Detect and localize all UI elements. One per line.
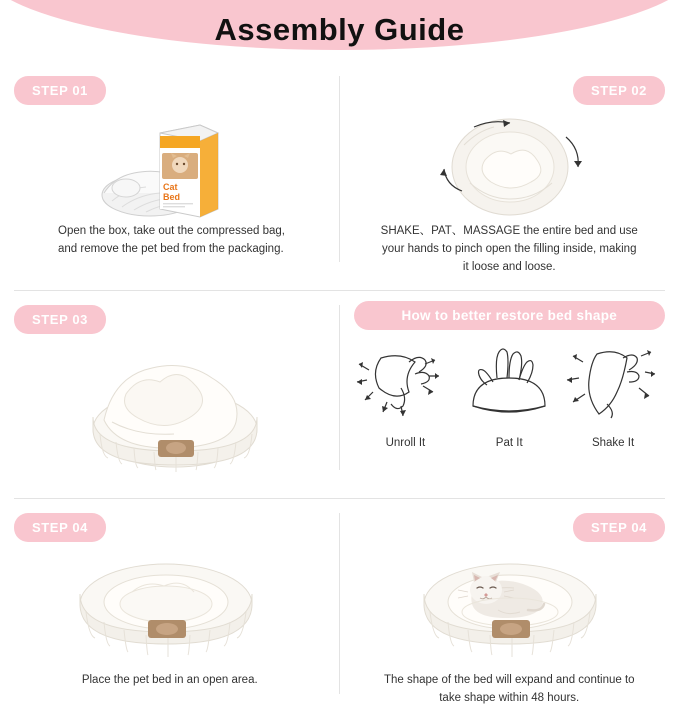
step-card-02 — [340, 62, 679, 276]
step-04-left-illustration — [0, 542, 340, 672]
step-02-illustration — [340, 105, 679, 223]
step-card-03 — [0, 291, 340, 484]
step-04-right-badge-wrap — [340, 499, 679, 542]
unroll-hands-icon — [355, 340, 455, 426]
guide-row-1 — [0, 62, 679, 276]
pat-hands-icon — [459, 340, 559, 426]
howto-label-unroll: Unroll It — [355, 437, 455, 449]
howto-panel — [340, 291, 679, 484]
product-box-icon — [160, 125, 218, 217]
step-01-illustration — [0, 105, 340, 223]
step-card-04-right — [340, 499, 679, 708]
step-01-badge: STEP 01 — [14, 76, 106, 105]
step-04-right-badge: STEP 04 — [573, 513, 665, 542]
howto-label-pat: Pat It — [459, 437, 559, 449]
bed-partially-expanded-icon — [93, 366, 257, 472]
step-04-right-illustration — [340, 542, 679, 672]
step-04-left-badge-wrap — [0, 499, 340, 542]
box-label-bed: Bed — [163, 192, 180, 202]
step-03-illustration — [0, 334, 340, 484]
howto-item-pat — [459, 340, 559, 449]
guide-row-2 — [0, 291, 679, 484]
box-label-cat: Cat — [163, 182, 178, 192]
page-header — [0, 0, 679, 62]
round-bed-top-view-icon — [452, 119, 568, 215]
step-03-badge-wrap — [0, 291, 340, 334]
step-card-04-left — [0, 499, 340, 708]
step-04-right-caption: The shape of the bed will expand and continue to take shape within 48 hours. — [340, 672, 679, 708]
bed-fully-expanded-icon — [80, 564, 252, 657]
howto-item-shake — [563, 340, 663, 449]
step-04-left-badge: STEP 04 — [14, 513, 106, 542]
howto-label-shake: Shake It — [563, 437, 663, 449]
step-02-badge-wrap — [340, 62, 679, 105]
step-02-badge: STEP 02 — [573, 76, 665, 105]
guide-grid — [0, 62, 679, 708]
howto-title: How to better restore bed shape — [354, 301, 666, 330]
step-03-badge: STEP 03 — [14, 305, 106, 334]
bed-with-cat-icon — [424, 564, 596, 657]
howto-items — [340, 340, 679, 449]
shake-hands-icon — [563, 340, 663, 426]
step-card-01 — [0, 62, 340, 276]
step-01-badge-wrap — [0, 62, 340, 105]
step-01-caption: Open the box, take out the compressed bag, and remove the pet bed from the packaging. — [0, 223, 340, 259]
step-02-caption: SHAKE、PAT、MASSAGE the entire bed and use your hands to pinch open the filling inside, making it loose and loose. — [340, 223, 679, 276]
guide-row-3 — [0, 499, 679, 708]
page-title: Assembly Guide — [0, 12, 679, 48]
step-04-left-caption: Place the pet bed in an open area. — [0, 672, 340, 690]
howto-item-unroll — [355, 340, 455, 449]
